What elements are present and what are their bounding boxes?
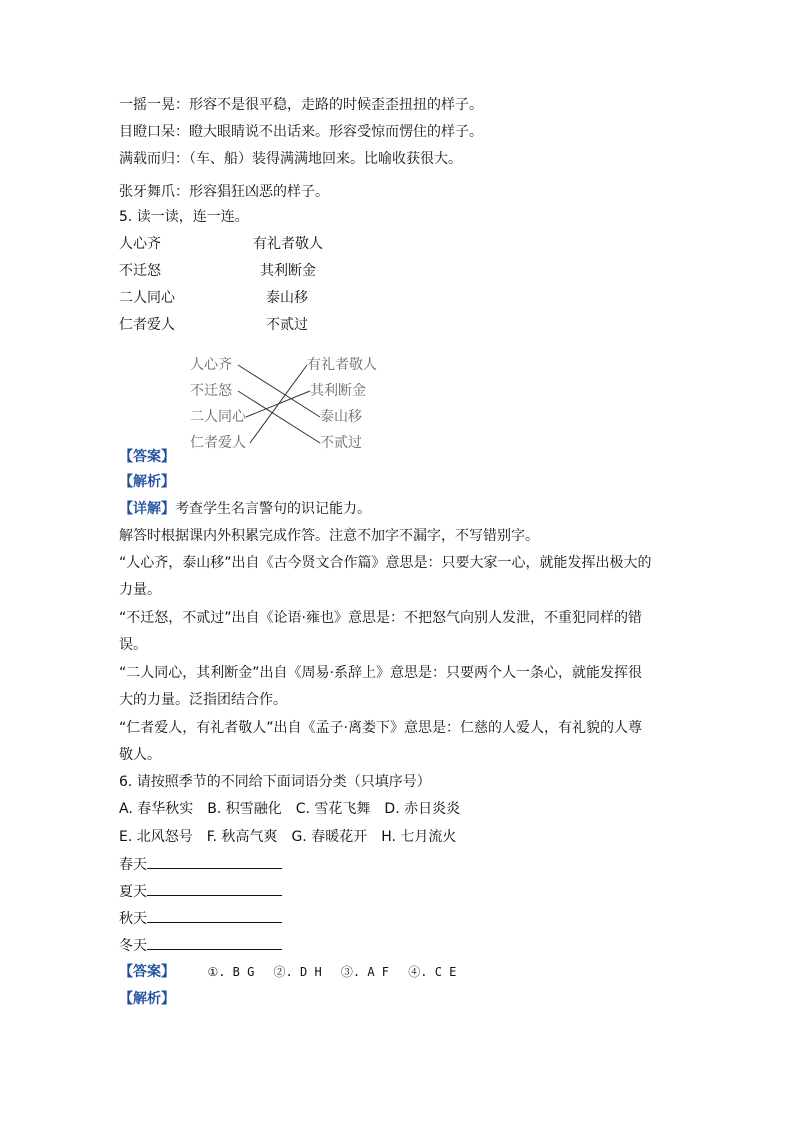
season-row-spring (119, 854, 282, 875)
q5-right-item: 其利断金 (260, 263, 316, 279)
explanation-line: 力量。 (119, 582, 161, 598)
q6-answer-text: ①. B G ②. D H ③. A F ④. C E (207, 965, 457, 979)
q5-right-item: 不贰过 (266, 317, 308, 333)
season-row-winter (119, 935, 282, 956)
figure-left-label: 人心齐 (190, 357, 232, 373)
answer-label: 【答案】 (119, 964, 175, 980)
explanation-line: 误。 (119, 637, 147, 653)
detail-line (119, 499, 371, 519)
figure-left-label: 二人同心 (190, 409, 246, 425)
season-row-autumn (119, 908, 282, 929)
q5-left-item: 仁者爱人 (119, 317, 175, 333)
explanation-line: 大的力量。泛指团结合作。 (119, 692, 287, 708)
definition-2: 目瞪口呆：瞪大眼睛说不出话来。形容受惊而愣住的样子。 (119, 124, 483, 140)
q5-right-item: 有礼者敬人 (253, 236, 323, 252)
connection-line (238, 391, 320, 443)
season-label: 夏天 (119, 884, 147, 900)
explanation-line: 解答时根据课内外积累完成作答。注意不加字不漏字，不写错别字。 (119, 528, 539, 544)
answer-blank[interactable] (147, 935, 282, 950)
q5-left-item: 不迁怒 (119, 263, 161, 279)
connection-lines (180, 350, 400, 460)
figure-right-label: 不贰过 (320, 435, 362, 451)
explanation-line: “仁者爱人，有礼者敬人”出自《孟子·离娄下》意思是：仁慈的人爱人，有礼貌的人尊 (119, 720, 642, 736)
figure-right-label: 泰山移 (320, 409, 362, 425)
question-5-title: 5. 读一读，连一连。 (119, 209, 249, 225)
figure-right-label: 其利断金 (310, 383, 366, 399)
q5-left-item: 人心齐 (119, 236, 161, 252)
question-6-title: 6. 请按照季节的不同给下面词语分类（只填序号） (119, 774, 431, 790)
season-label: 冬天 (119, 938, 147, 954)
q6-answer-line (119, 962, 456, 982)
figure-left-label: 不迁怒 (190, 383, 232, 399)
season-row-summer (119, 881, 282, 902)
answer-blank[interactable] (147, 881, 282, 896)
explanation-line: “二人同心，其利断金”出自《周易·系辞上》意思是：只要两个人一条心，就能发挥很 (119, 665, 642, 681)
answer-blank[interactable] (147, 908, 282, 923)
answer-blank[interactable] (147, 854, 282, 869)
q5-left-item: 二人同心 (119, 290, 175, 306)
explanation-line: “人心齐，泰山移”出自《古今贤文合作篇》意思是：只要大家一心，就能发挥出极大的 (119, 555, 652, 571)
definition-4: 张牙舞爪：形容猖狂凶恶的样子。 (119, 184, 329, 200)
figure-right-label: 有礼者敬人 (307, 357, 377, 373)
q6-options-row: E. 北风怒号 F. 秋高气爽 G. 春暖花开 H. 七月流火 (119, 829, 457, 845)
figure-left-label: 仁者爱人 (190, 435, 246, 451)
definition-3: 满载而归：（车、船）装得满满地回来。比喻收获很大。 (119, 151, 462, 167)
detail-label: 【详解】 (119, 501, 175, 517)
analysis-label: 【解析】 (119, 474, 175, 490)
q6-options-row: A. 春华秋实 B. 积雪融化 C. 雪花飞舞 D. 赤日炎炎 (119, 801, 461, 817)
explanation-line: 敬人。 (119, 747, 161, 763)
connection-line (238, 365, 320, 417)
season-label: 春天 (119, 857, 147, 873)
season-label: 秋天 (119, 911, 147, 927)
matching-answer-figure (180, 350, 400, 460)
analysis-label: 【解析】 (119, 991, 175, 1007)
explanation-line: “不迁怒，不贰过”出自《论语·雍也》意思是：不把怒气向别人发泄，不重犯同样的错 (119, 610, 642, 626)
detail-text: 考查学生名言警句的识记能力。 (175, 501, 371, 517)
q5-right-item: 泰山移 (266, 290, 308, 306)
definition-1: 一摇一晃：形容不是很平稳，走路的时候歪歪扭扭的样子。 (119, 97, 483, 113)
answer-label: 【答案】 (119, 449, 175, 465)
